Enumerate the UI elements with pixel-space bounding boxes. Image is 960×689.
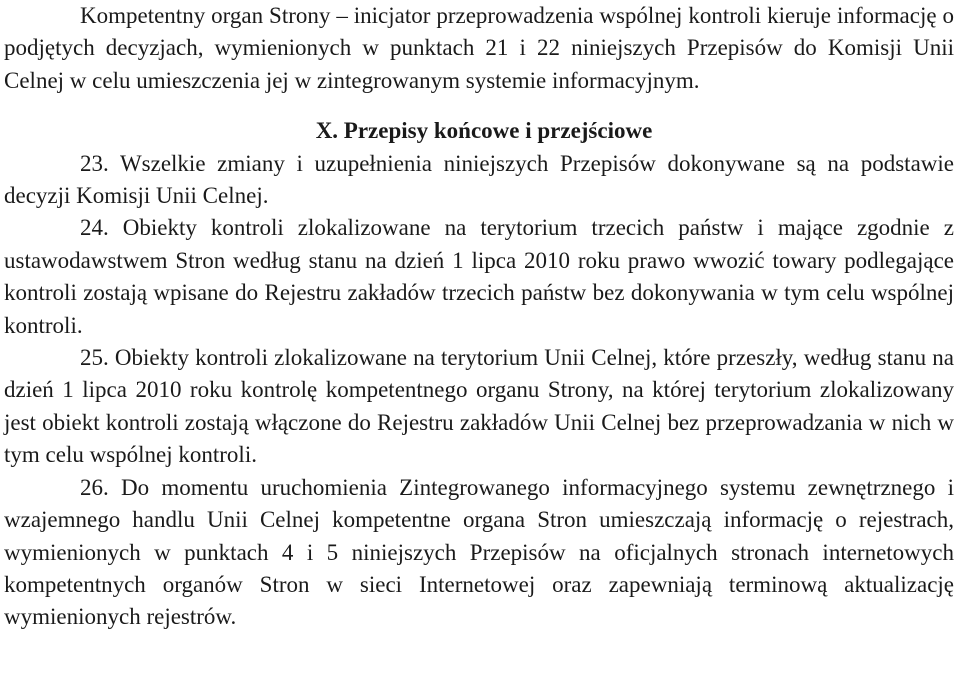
document-page: [4, 0, 954, 634]
paragraph-26: 26. Do momentu uruchomienia Zintegrowanego informacyjnego systemu zewnętrznego i wzajemnego handlu Unii Celnej kompetentne organa Stron umieszczają informację o rejestrach, wymienionych w punktach 4 i 5 niniejszych Przepisów na oficjalnych stronach internetowych kompetentnych organów Stron w sieci Internetowej oraz zapewniają terminową aktualizację wymienionych rejestrów.: [4, 474, 954, 630]
section-heading: X. Przepisy końcowe i przejściowe: [315, 118, 653, 144]
paragraph-25: 25. Obiekty kontroli zlokalizowane na terytorium Unii Celnej, które przeszły, według stanu na dzień 1 lipca 2010 roku kontrolę kompetentnego organu Strony, na której terytorium zlokalizowany jest obiekt kontroli zostają włączone do Rejestru zakładów Unii Celnej bez przeprowadzania w nich w tym celu wspólnej kontroli.: [4, 345, 954, 468]
intro-paragraph: Kompetentny organ Strony – inicjator przeprowadzenia wspólnej kontroli kieruje informację o podjętych decyzjach, wymienionych w punktach 21 i 22 niniejszych Przepisów do Komisji Unii Celnej w celu umieszczenia jej w zintegrowanym systemie informacyjnym.: [4, 3, 954, 93]
paragraph-23: 23. Wszelkie zmiany i uzupełnienia niniejszych Przepisów dokonywane są na podstawie decyzji Komisji Unii Celnej.: [4, 150, 954, 209]
paragraph-24: 24. Obiekty kontroli zlokalizowane na terytorium trzecich państw i mające zgodnie z ustawodawstwem Stron według stanu na dzień 1 lipca 2010 roku prawo wwozić towary podlegające kontroli zostają wpisane do Rejestru zakładów trzecich państw bez dokonywania w tym celu wspólnej kontroli.: [4, 215, 954, 338]
